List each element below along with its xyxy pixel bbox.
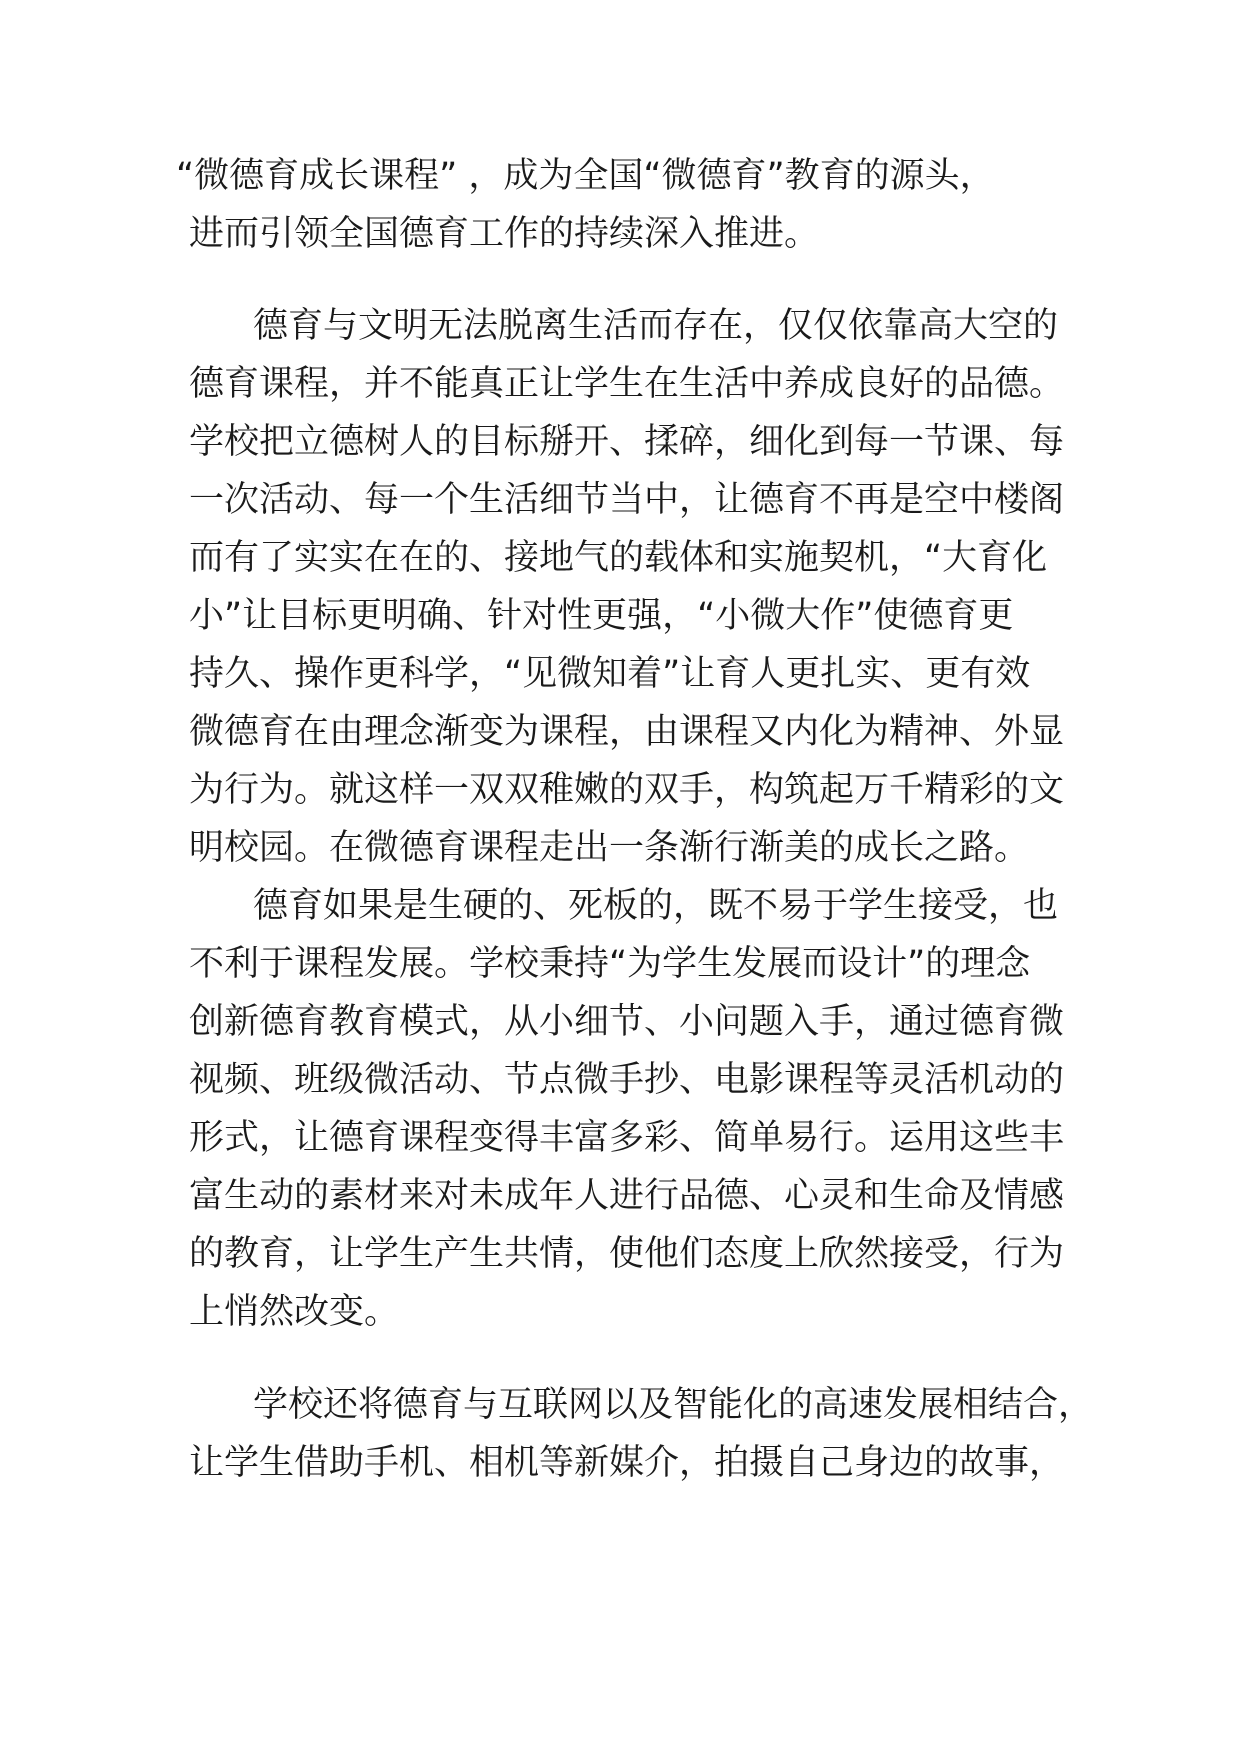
text-line: “微德育成长课程” ，成为全国“微德育”教育的源头，: [176, 156, 995, 196]
text-line: 的教育，让学生产生共情，使他们态度上欣然接受，行为: [189, 1234, 1065, 1274]
text-line: 德育如果是生硬的、死板的，既不易于学生接受，也: [253, 886, 1059, 926]
text-line: 德育课程，并不能真正让学生在生活中养成良好的品德。: [189, 364, 1065, 404]
text-line: 一次活动、每一个生活细节当中，让德育不再是空中楼阁: [189, 480, 1065, 520]
text-line: 微德育在由理念渐变为课程，由课程又内化为精神、外显: [189, 712, 1065, 752]
text-line: 不利于课程发展。学校秉持“为学生发展而设计”的理念: [189, 944, 1031, 984]
text-line: 学校把立德树人的目标掰开、揉碎，细化到每一节课、每: [189, 422, 1065, 462]
text-line: 小”让目标更明确、针对性更强，“小微大作”使德育更: [189, 596, 1014, 636]
text-line: 学校还将德育与互联网以及智能化的高速发展相结合，: [253, 1385, 1094, 1425]
text-line: 形式，让德育课程变得丰富多彩、简单易行。运用这些丰: [189, 1118, 1065, 1158]
text-line: 视频、班级微活动、节点微手抄、电影课程等灵活机动的: [189, 1060, 1065, 1100]
text-line: 明校园。在微德育课程走出一条渐行渐美的成长之路。: [189, 828, 1030, 868]
text-line: 为行为。就这样一双双稚嫩的双手，构筑起万千精彩的文: [189, 770, 1065, 810]
text-line: 进而引领全国德育工作的持续深入推进。: [189, 214, 820, 254]
text-line: 持久、操作更科学，“见微知着”让育人更扎实、更有效: [189, 654, 1031, 694]
text-line: 富生动的素材来对未成年人进行品德、心灵和生命及情感: [189, 1176, 1065, 1216]
text-line: 创新德育教育模式，从小细节、小问题入手，通过德育微: [189, 1002, 1065, 1042]
text-line: 德育与文明无法脱离生活而存在，仅仅依靠高大空的: [253, 306, 1059, 346]
text-line: 而有了实实在在的、接地气的载体和实施契机，“大育化: [189, 538, 1048, 578]
text-line: 上悄然改变。: [189, 1292, 400, 1332]
text-line: 让学生借助手机、相机等新媒介，拍摄自己身边的故事，: [189, 1443, 1065, 1483]
